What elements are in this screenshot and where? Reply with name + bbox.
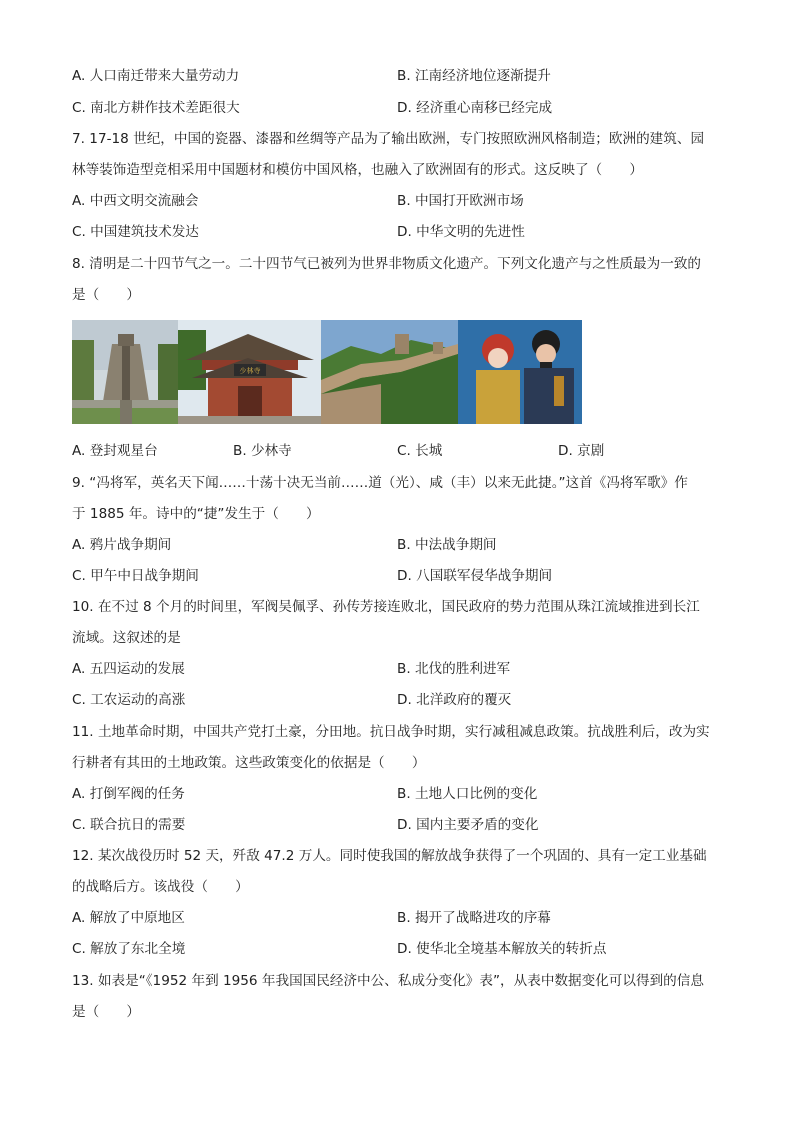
q12-option-c: C. 解放了东北全境 [72, 941, 186, 957]
q9-option-a: A. 鸦片战争期间 [72, 537, 172, 553]
q12-option-a: A. 解放了中原地区 [72, 910, 185, 926]
q7-option-c: C. 中国建筑技术发达 [72, 224, 199, 240]
q10-stem-line2: 流域。这叙述的是 [72, 630, 181, 646]
q7-option-b: B. 中国打开欧洲市场 [397, 193, 524, 209]
q12-option-d: D. 使华北全境基本解放关的转折点 [397, 941, 607, 957]
q8-stem-line1: 8. 清明是二十四节气之一。二十四节气已被列为世界非物质文化遗产。下列文化遗产与之性质最为一致的 [72, 256, 702, 272]
q10-option-a: A. 五四运动的发展 [72, 661, 185, 677]
q11-option-d: D. 国内主要矛盾的变化 [397, 817, 539, 833]
q12-stem-line1: 12. 某次战役历时 52 天，歼敌 47.2 万人。同时使我国的解放战争获得了一个巩固的、具有一定工业基础 [72, 848, 707, 864]
q8-option-d: D. 京剧 [558, 443, 605, 459]
q10-option-c: C. 工农运动的高涨 [72, 692, 186, 708]
peking-opera-image [458, 320, 582, 424]
q11-option-b: B. 土地人口比例的变化 [397, 786, 538, 802]
shaolin-temple-image [178, 320, 321, 424]
q6-option-a: A. 人口南迁带来大量劳动力 [72, 68, 240, 84]
q7-stem-line1: 7. 17-18 世纪，中国的瓷器、漆器和丝绸等产品为了输出欧洲，专门按照欧洲风格制造；欧洲的建筑、园 [72, 131, 705, 147]
q9-option-d: D. 八国联军侵华战争期间 [397, 568, 553, 584]
q10-option-d: D. 北洋政府的覆灭 [397, 692, 512, 708]
q8-option-a: A. 登封观星台 [72, 443, 158, 459]
q13-stem-line1: 13. 如表是“《1952 年到 1956 年我国国民经济中公、私成分变化》表”，从表中数据变化可以得到的信息 [72, 973, 704, 989]
q7-option-a: A. 中西文明交流融会 [72, 193, 199, 209]
q9-option-c: C. 甲午中日战争期间 [72, 568, 199, 584]
q8-option-c: C. 长城 [397, 443, 443, 459]
q7-option-d: D. 中华文明的先进性 [397, 224, 525, 240]
great-wall-image [321, 320, 458, 424]
q10-option-b: B. 北伐的胜利进军 [397, 661, 511, 677]
q11-stem-line1: 11. 土地革命时期，中国共产党打土豪，分田地。抗日战争时期，实行减租减息政策。抗战胜利后，改为实 [72, 724, 710, 740]
q6-option-b: B. 江南经济地位逐渐提升 [397, 68, 551, 84]
q11-option-a: A. 打倒军阀的任务 [72, 786, 185, 802]
q11-stem-line2: 行耕者有其田的土地政策。这些政策变化的依据是（ ） [72, 755, 426, 771]
q11-option-c: C. 联合抗日的需要 [72, 817, 186, 833]
q9-option-b: B. 中法战争期间 [397, 537, 497, 553]
q9-stem-line2: 于 1885 年。诗中的“捷”发生于（ ） [72, 506, 320, 522]
q8-option-b: B. 少林寺 [233, 443, 292, 459]
q10-stem-line1: 10. 在不过 8 个月的时间里，军阀吴佩孚、孙传芳接连败北，国民政府的势力范围从珠江流域推进到长江 [72, 599, 700, 615]
q8-stem-line2: 是（ ） [72, 287, 140, 303]
temple-plaque-text: 少林寺 [239, 367, 261, 375]
q7-stem-line2: 林等装饰造型竞相采用中国题材和模仿中国风格，也融入了欧洲固有的形式。这反映了（ ） [72, 162, 643, 178]
q12-option-b: B. 揭开了战略进攻的序幕 [397, 910, 551, 926]
q8-image-row [72, 320, 582, 424]
q13-stem-line2: 是（ ） [72, 1004, 140, 1020]
q9-stem-line1: 9. “冯将军，英名天下闻……十荡十决无当前……道（光）、咸（丰）以来无此捷。”这首《冯将军歌》作 [72, 475, 688, 491]
q6-option-c: C. 南北方耕作技术差距很大 [72, 100, 240, 116]
q6-option-d: D. 经济重心南移已经完成 [397, 100, 553, 116]
observatory-image [72, 320, 178, 424]
q12-stem-line2: 的战略后方。该战役（ ） [72, 879, 249, 895]
